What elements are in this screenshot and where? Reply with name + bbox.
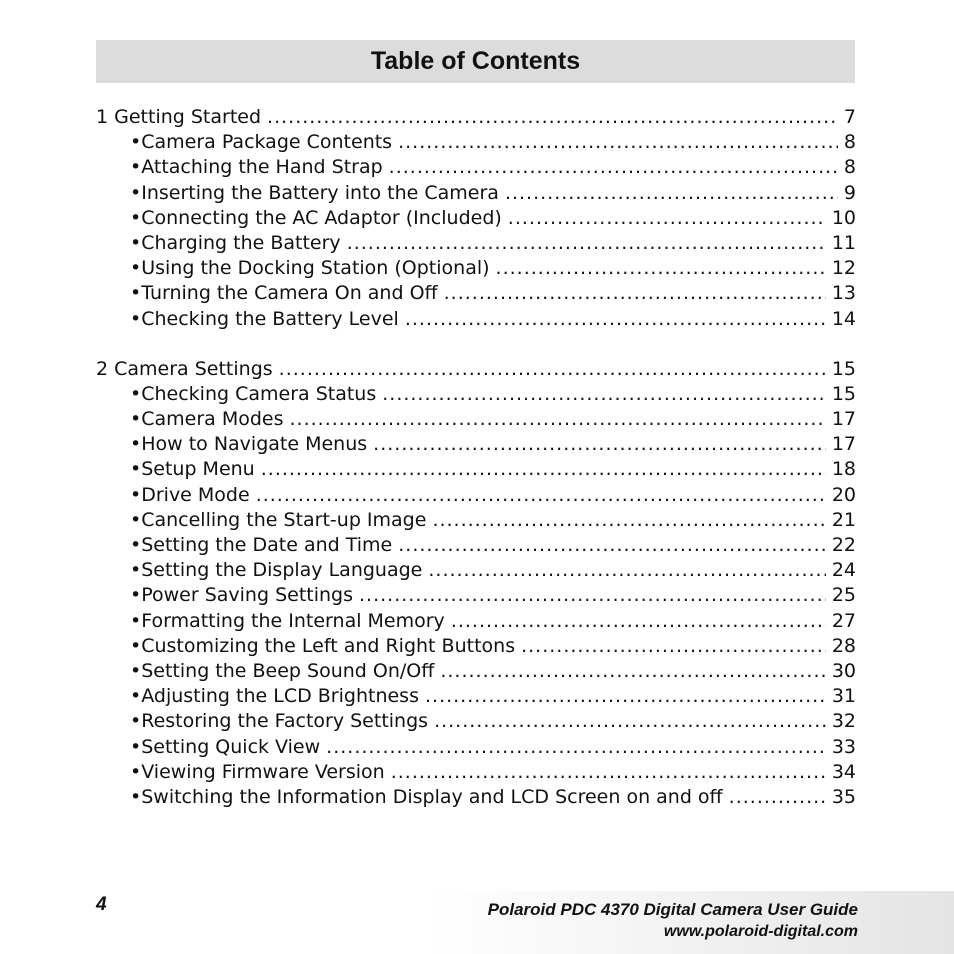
toc-item-row [96,634,856,659]
toc-item-row [96,281,856,306]
toc-item-label: Restoring the Factory Settings [141,710,429,733]
toc-item-row [96,684,856,709]
toc-leader-dots [347,231,826,256]
toc-item-row [96,533,856,558]
toc-leader-dots [521,634,826,659]
toc-leader-dots [398,130,838,155]
toc-item-label: Turning the Camera On and Off [141,282,438,305]
toc-page-number: 34 [831,760,856,783]
toc-page-number: 9 [843,181,856,204]
toc-item-row [96,709,856,734]
toc-item-row [96,659,856,684]
bullet-icon: • [130,785,142,808]
toc-leader-dots [279,357,826,382]
toc-item-label: Formatting the Internal Memory [141,609,445,632]
toc-leader-dots [425,684,826,709]
bullet-icon: • [130,559,142,582]
toc-page-number: 35 [831,785,856,808]
toc-item-label: Customizing the Left and Right Buttons [141,634,516,657]
bullet-icon: • [130,231,142,254]
bullet-icon: • [130,534,142,556]
toc-leader-dots [382,382,826,407]
toc-item-row [96,130,856,155]
toc-page-number: 11 [831,231,856,254]
toc-item-row [96,609,856,634]
toc-item-label: Attaching the Hand Strap [141,156,383,179]
bullet-icon: • [130,408,142,431]
toc-page-number: 25 [831,584,856,607]
toc-item-row [96,508,856,533]
bullet-icon: • [130,584,142,607]
toc-item-label: Adjusting the LCD Brightness [141,685,419,708]
toc-item-row [96,256,856,281]
toc-page-number: 31 [831,685,856,708]
toc-item-row [96,155,856,180]
toc-page-number: 8 [843,156,856,179]
toc-item-row [96,760,856,785]
toc-item-label: Using the Docking Station (Optional) [141,257,490,280]
toc-item-row [96,231,856,256]
title-bar [96,40,855,83]
toc-page-number: 17 [831,408,856,431]
bullet-icon: • [130,634,142,657]
toc-leader-dots [290,407,826,432]
toc-item-row [96,432,856,457]
toc-item-label: Setting the Display Language [141,559,423,582]
toc-item-label: Connecting the AC Adaptor (Included) [141,206,502,229]
toc-item-label: Setting the Beep Sound On/Off [141,659,435,682]
toc-page-number: 33 [831,735,856,758]
bullet-icon: • [130,609,142,632]
toc-page-number: 18 [831,458,856,481]
bullet-icon: • [130,156,142,179]
toc-page-number: 17 [831,433,856,456]
bullet-icon: • [130,458,142,481]
toc-item-label: Checking the Battery Level [141,307,399,330]
bullet-icon: • [130,131,142,154]
toc-section-label: 1 Getting Started [96,106,262,128]
toc-item-label: Setting the Date and Time [141,534,393,556]
toc-page-number: 24 [831,559,856,582]
toc-item-label: Viewing Firmware Version [141,760,385,783]
toc-page-number: 14 [831,307,856,330]
toc-page-number: 30 [831,659,856,682]
toc-leader-dots [451,609,826,634]
bullet-icon: • [130,433,142,456]
toc-item-row [96,407,856,432]
toc-leader-dots [256,483,826,508]
toc-item-label: Checking Camera Status [141,382,377,405]
toc-page-number: 20 [831,483,856,506]
bullet-icon: • [130,483,142,506]
toc-item-row [96,206,856,231]
footer-guide-title: Polaroid PDC 4370 Digital Camera User Guide [487,900,858,919]
toc-item-label: Cancelling the Start-up Image [141,508,427,531]
toc-leader-dots [405,307,826,332]
toc-leader-dots [432,508,825,533]
bullet-icon: • [130,181,142,204]
toc-page-number: 15 [831,357,856,380]
toc-leader-dots [444,281,826,306]
toc-item-row [96,483,856,508]
toc-item-label: Camera Package Contents [141,131,393,154]
toc-leader-dots [434,709,826,734]
toc-leader-dots [373,432,826,457]
toc-leader-dots [267,105,838,130]
toc-item-label: Charging the Battery [141,231,341,254]
table-of-contents [96,105,856,810]
toc-item-label: Camera Modes [141,408,284,431]
toc-item-label: Inserting the Battery into the Camera [141,181,499,204]
bullet-icon: • [130,257,142,280]
toc-leader-dots [389,155,838,180]
toc-page-number: 8 [843,131,856,154]
toc-item-label: Switching the Information Display and LCD Screen on and off [141,785,723,808]
toc-page-number: 27 [831,609,856,632]
page-title: Table of Contents [370,47,581,75]
toc-leader-dots [508,206,826,231]
footer-page-number: 4 [96,894,107,915]
footer-website: www.polaroid-digital.com [663,923,858,940]
toc-leader-dots [505,181,838,206]
bullet-icon: • [130,282,142,305]
toc-leader-dots [261,457,826,482]
toc-leader-dots [398,533,826,558]
bullet-icon: • [130,710,142,733]
footer-guide-info [488,899,858,943]
toc-item-row [96,382,856,407]
toc-page-number: 22 [831,534,856,556]
toc-item-row [96,558,856,583]
bullet-icon: • [130,307,142,330]
toc-section-row [96,357,856,382]
toc-page-number: 12 [831,257,856,280]
toc-item-row [96,307,856,332]
toc-item-label: Setup Menu [141,458,255,481]
bullet-icon: • [130,760,142,783]
toc-leader-dots [359,583,826,608]
toc-page-number: 15 [831,382,856,405]
bullet-icon: • [130,382,142,405]
toc-leader-dots [496,256,826,281]
toc-page-number: 10 [831,206,856,229]
toc-section-row [96,105,856,130]
toc-leader-dots [428,558,825,583]
toc-item-label: How to Navigate Menus [141,433,368,456]
toc-leader-dots [391,760,826,785]
toc-item-row [96,583,856,608]
toc-page-number: 7 [843,106,856,128]
toc-item-row [96,181,856,206]
toc-page-number: 21 [831,508,856,531]
bullet-icon: • [130,685,142,708]
toc-item-label: Setting Quick View [141,735,321,758]
toc-page-number: 32 [831,710,856,733]
bullet-icon: • [130,659,142,682]
toc-leader-dots [440,659,825,684]
bullet-icon: • [130,508,142,531]
toc-item-row [96,735,856,760]
toc-section-label: 2 Camera Settings [96,357,273,380]
toc-leader-dots [729,785,826,810]
toc-item-label: Power Saving Settings [141,584,354,607]
toc-item-row [96,785,856,810]
toc-item-label: Drive Mode [141,483,250,506]
toc-page-number: 13 [831,282,856,305]
bullet-icon: • [130,735,142,758]
toc-page-number: 28 [831,634,856,657]
bullet-icon: • [130,206,142,229]
toc-item-row [96,457,856,482]
toc-leader-dots [326,735,826,760]
